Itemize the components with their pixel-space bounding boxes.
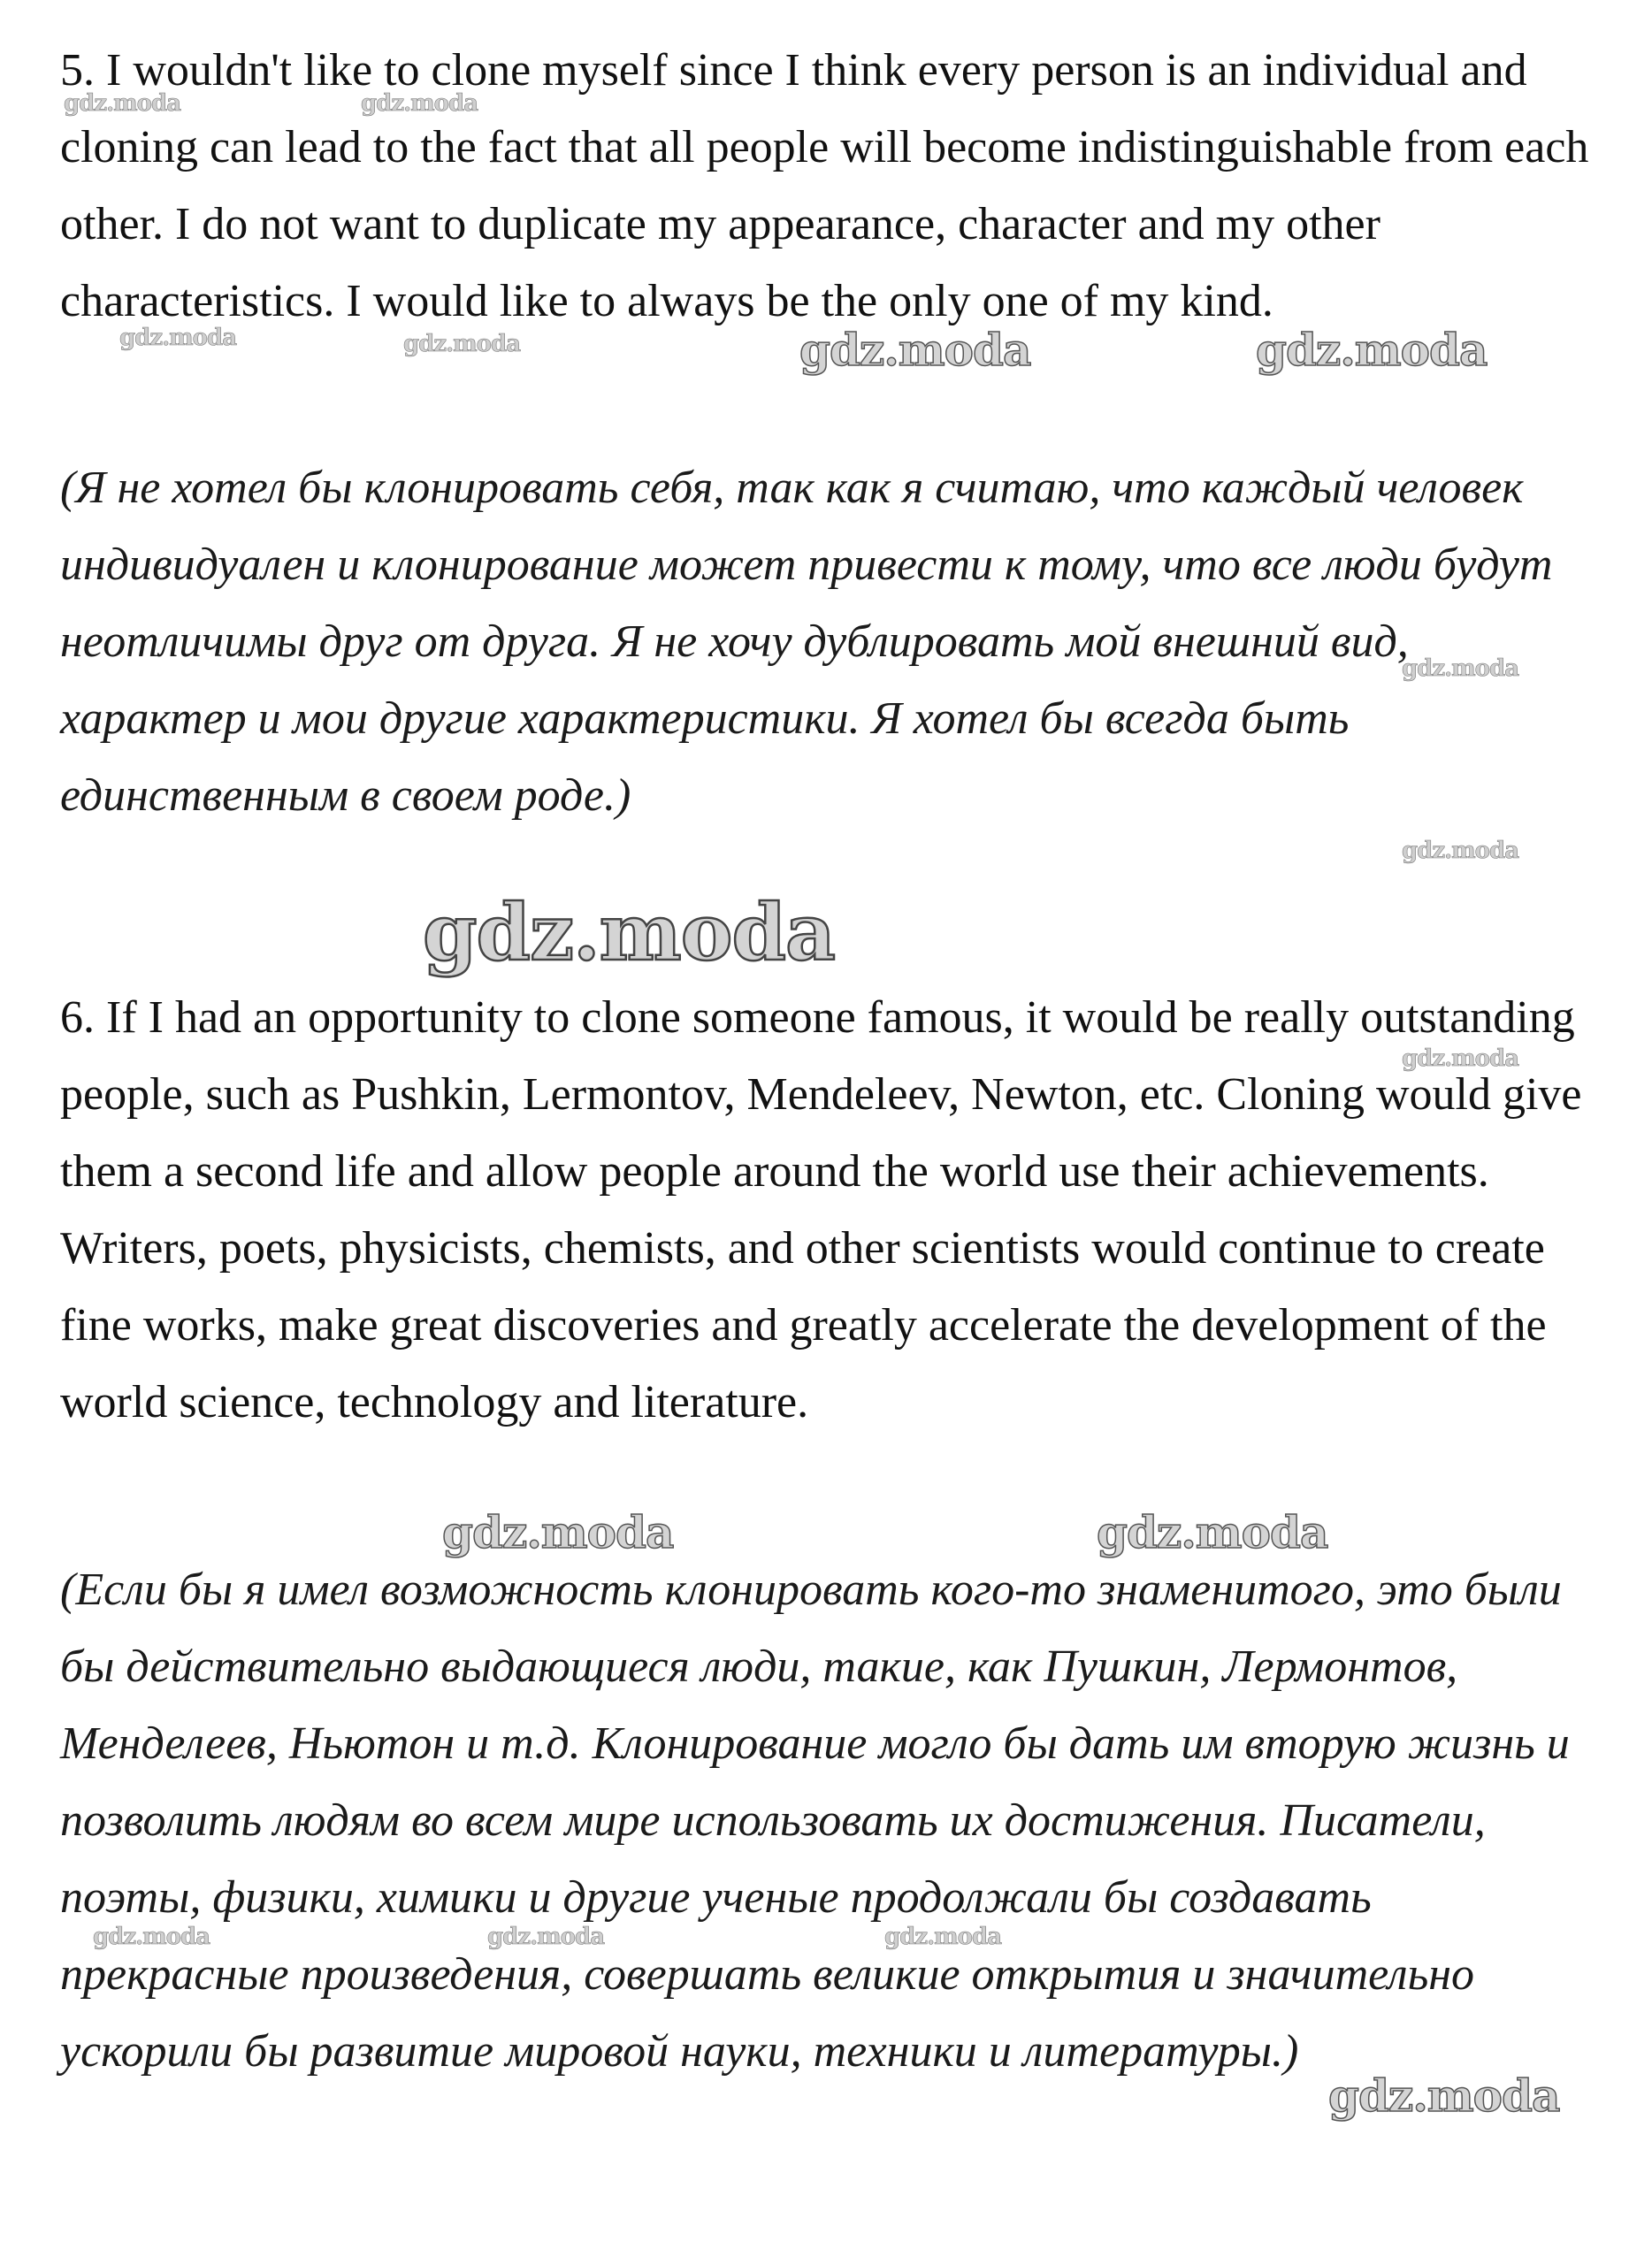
watermark: gdz.moda <box>487 1924 605 1950</box>
answer-5-english: 5. I wouldn't like to clone myself since I think every person is an individual and cloning can lead to the fact that all people will become indistinguishable from each other. I do not want to duplicate my appearance, character and my other characteristics. I would like to always be the only one of my kind. <box>60 45 1589 326</box>
watermark: gdz.moda <box>1097 1506 1328 1558</box>
watermark: gdz.moda <box>1402 838 1519 864</box>
watermark: gdz.moda <box>884 1924 1002 1950</box>
answer-5-russian-translation: (Я не хотел бы клонировать себя, так как я считаю, что каждый человек индивидуален и клонирование может привести к тому, что все люди будут неотличимы друг от друга. Я не хочу дублировать мой внешний вид, характер и мои другие характеристики. Я хотел бы всегда быть единственным в своем роде.) <box>60 463 1553 821</box>
watermark: gdz.moda <box>64 90 181 117</box>
watermark: gdz.moda <box>442 1506 674 1558</box>
watermark: gdz.moda <box>799 324 1031 376</box>
watermark: gdz.moda <box>1402 1045 1519 1072</box>
watermark: gdz.moda <box>93 1924 210 1950</box>
watermark: gdz.moda <box>119 325 237 351</box>
watermark: gdz.moda <box>1328 2070 1560 2122</box>
watermark: gdz.moda <box>1256 324 1488 376</box>
watermark: gdz.moda <box>361 90 478 117</box>
answer-6-english: 6. If I had an opportunity to clone someone famous, it would be really outstanding people, such as Pushkin, Lermontov, Mendeleev, Newton, etc. Cloning would give them a second life and allow people around the world use their achievements. Writers, poets, physicists, chemists, and other scientists would continue to create fine works, make great discoveries and greatly accelerate the development of the world science, technology and literature. <box>60 992 1582 1427</box>
answer-6-russian-translation: (Если бы я имел возможность клонировать кого-то знаменитого, это были бы действительно выдающиеся люди, такие, как Пушкин, Лермонтов, Менделеев, Ньютон и т.д. Клонирование могло бы дать им вторую жизнь и позволить людям во всем мире использовать их достижения. Писатели, поэты, физики, химики и другие ученые продолжали бы создавать прекрасные произведения, совершать великие открытия и значительно ускорили бы развитие мировой науки, техники и литературы.) <box>60 1565 1570 2077</box>
watermark: gdz.moda <box>1402 655 1519 682</box>
watermark: gdz.moda <box>403 331 521 357</box>
watermark: gdz.moda <box>423 886 836 978</box>
